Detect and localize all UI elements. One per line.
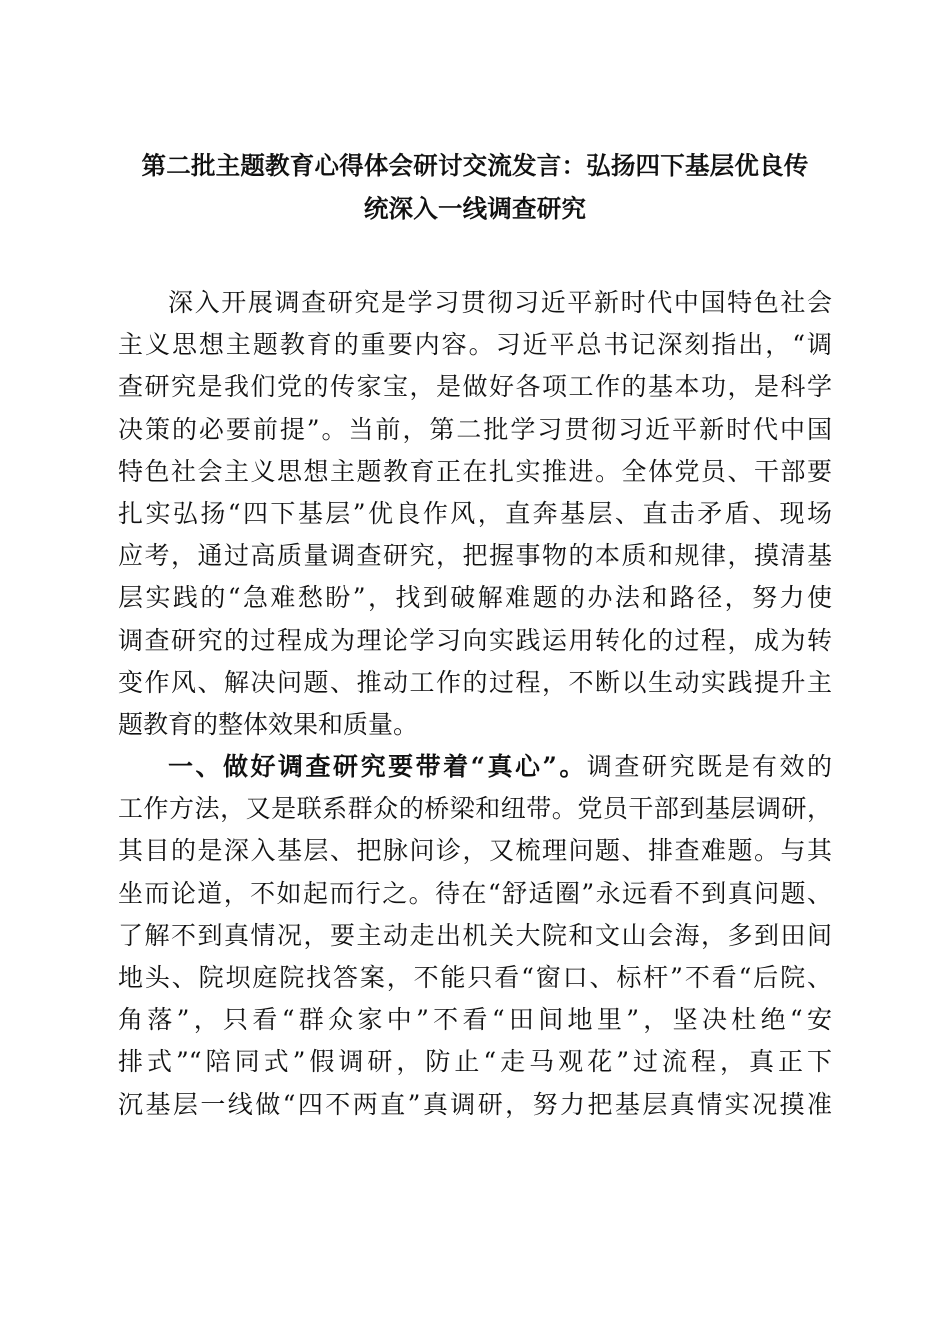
document-body xyxy=(118,282,832,1126)
title-line-2: 统深入一线调查研究 xyxy=(363,194,587,223)
title-line-1: 第二批主题教育心得体会研讨交流发言：弘扬四下基层优良传 xyxy=(141,151,809,180)
intro-line: 决策的必要前提”。当前，第二批学习贯彻习近平新时代中国 xyxy=(118,414,832,444)
section-1-first-line xyxy=(118,746,832,788)
intro-line: 题教育的整体效果和质量。 xyxy=(118,709,419,739)
section-1-line: 地头、院坝庭院找答案，不能只看“窗口、标杆”不看“后院、 xyxy=(118,963,832,992)
intro-line: 主义思想主题教育的重要内容。习近平总书记深刻指出，“调 xyxy=(118,330,832,360)
section-1-heading: 一、做好调查研究要带着“真心”。 xyxy=(168,752,587,782)
section-1-line: 角落”，只看“群众家中”不看“田间地里”，坚决杜绝“安 xyxy=(118,1005,832,1035)
section-1-line: 工作方法，又是联系群众的桥梁和纽带。党员干部到基层调研， xyxy=(118,794,832,824)
intro-line: 查研究是我们党的传家宝，是做好各项工作的基本功，是科学 xyxy=(118,372,832,402)
section-1-line: 沉基层一线做“四不两直”真调研，努力把基层真情实况摸准 xyxy=(118,1089,832,1119)
section-1-line: 坐而论道，不如起而行之。待在“舒适圈”永远看不到真问题、 xyxy=(118,878,832,908)
document-title xyxy=(118,144,832,230)
intro-line: 特色社会主义思想主题教育正在扎实推进。全体党员、干部要 xyxy=(118,456,832,486)
section-1-line: 排式”“陪同式”假调研，防止“走马观花”过流程，真正下 xyxy=(118,1047,832,1077)
section-1-first-line-rest: 调查研究既是有效的 xyxy=(586,752,832,782)
intro-line: 层实践的“急难愁盼”，找到破解难题的办法和路径，努力使 xyxy=(118,583,832,613)
intro-line: 深入开展调查研究是学习贯彻习近平新时代中国特色社会 xyxy=(168,288,832,317)
section-1-line: 了解不到真情况，要主动走出机关大院和文山会海，多到田间 xyxy=(118,920,832,950)
intro-line: 应考，通过高质量调查研究，把握事物的本质和规律，摸清基 xyxy=(118,541,832,571)
intro-line: 变作风、解决问题、推动工作的过程，不断以生动实践提升主 xyxy=(118,667,832,697)
section-1-line: 其目的是深入基层、把脉问诊，又梳理问题、排查难题。与其 xyxy=(118,836,832,866)
intro-line: 扎实弘扬“四下基层”优良作风，直奔基层、直击矛盾、现场 xyxy=(118,498,832,528)
intro-line: 调查研究的过程成为理论学习向实践运用转化的过程，成为转 xyxy=(118,625,832,655)
